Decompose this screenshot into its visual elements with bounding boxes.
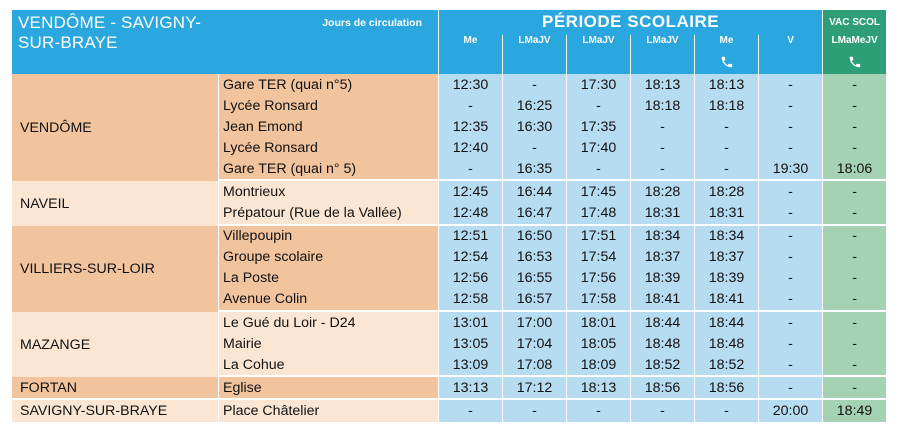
timetable [12,10,886,424]
departure-time: - [566,95,630,116]
stop-name: Gare TER (quai n° 5) [218,158,438,181]
departure-time: 18:56 [630,377,694,400]
departure-time: - [822,203,886,226]
departure-time: - [502,137,566,158]
departure-time: - [630,137,694,158]
departure-time: - [694,400,758,423]
departure-time: 18:06 [822,158,886,181]
departure-time: 18:39 [694,268,758,289]
departure-time: 12:40 [438,137,502,158]
vac-scol-header: VAC SCOL [822,10,886,35]
departure-time: 18:41 [694,289,758,312]
departure-time: 13:01 [438,312,502,333]
departure-time: 18:18 [630,95,694,116]
departure-time: - [758,247,822,268]
departure-time: 18:13 [566,377,630,400]
departure-time: - [758,116,822,137]
departure-time: - [630,158,694,181]
table-row [12,312,886,333]
departure-time: - [822,116,886,137]
departure-time: 13:13 [438,377,502,400]
departure-time: - [694,158,758,181]
town-name: FORTAN [12,377,218,400]
town-name: SAVIGNY-SUR-BRAYE [12,400,218,423]
departure-time: 17:40 [566,137,630,158]
departure-time: - [566,158,630,181]
departure-time: - [438,158,502,181]
timetable-table [12,10,886,424]
departure-time: - [822,226,886,247]
departure-time: - [694,137,758,158]
departure-time: 17:48 [566,203,630,226]
departure-time: 18:18 [694,95,758,116]
departure-time: 12:56 [438,268,502,289]
departure-time: 18:56 [694,377,758,400]
departure-time: 17:45 [566,181,630,202]
departure-time: 17:04 [502,333,566,354]
departure-time: 18:13 [630,74,694,95]
departure-time: - [630,400,694,423]
town-name: VENDÔME [12,74,218,181]
day-label: LMaMeJV [822,35,886,53]
departure-time: - [758,95,822,116]
day-label: LMaJV [566,35,630,53]
departure-time: - [822,137,886,158]
departure-time: - [758,289,822,312]
stop-name: Le Gué du Loir - D24 [218,312,438,333]
departure-time: 18:52 [630,354,694,377]
departure-time: 18:48 [630,333,694,354]
departure-time: 17:00 [502,312,566,333]
table-row [12,400,886,423]
departure-time: 16:47 [502,203,566,226]
departure-time: 18:52 [694,354,758,377]
day-label: V [758,35,822,53]
departure-time: - [758,137,822,158]
stop-name: La Poste [218,268,438,289]
phone-icon [720,56,734,73]
stop-name: Prépatour (Rue de la Vallée) [218,203,438,226]
stop-name: La Cohue [218,354,438,377]
table-row [12,377,886,400]
departure-time: - [758,181,822,202]
departure-time: 18:39 [630,268,694,289]
departure-time: 19:30 [758,158,822,181]
stop-name: Avenue Colin [218,289,438,312]
departure-time: 18:37 [694,247,758,268]
departure-time: 18:44 [630,312,694,333]
departure-time: - [758,354,822,377]
departure-time: - [502,74,566,95]
town-name: VILLIERS-SUR-LOIR [12,226,218,312]
departure-time: 18:31 [630,203,694,226]
departure-time: 13:05 [438,333,502,354]
jours-label: Jours de circulation [218,10,438,53]
departure-time: 17:30 [566,74,630,95]
town-name: MAZANGE [12,312,218,377]
departure-time: - [438,95,502,116]
departure-time: 13:09 [438,354,502,377]
stop-name: Lycée Ronsard [218,95,438,116]
departure-time: - [822,354,886,377]
departure-time: 17:35 [566,116,630,137]
departure-time: - [566,400,630,423]
departure-time: - [822,268,886,289]
departure-time: - [822,289,886,312]
stop-name: Eglise [218,377,438,400]
departure-time: 18:28 [694,181,758,202]
departure-time: 17:58 [566,289,630,312]
departure-time: - [758,268,822,289]
departure-time: 16:30 [502,116,566,137]
stop-name: Lycée Ronsard [218,137,438,158]
departure-time: 18:05 [566,333,630,354]
departure-time: 17:08 [502,354,566,377]
phone-row [12,53,886,74]
departure-time: - [630,116,694,137]
departure-time: - [822,333,886,354]
departure-time: - [822,247,886,268]
departure-time: 12:45 [438,181,502,202]
stop-name: Montrieux [218,181,438,202]
departure-time: 12:54 [438,247,502,268]
table-row [12,226,886,247]
departure-time: 18:48 [694,333,758,354]
departure-time: - [758,226,822,247]
departure-time: 16:50 [502,226,566,247]
stop-name: Jean Emond [218,116,438,137]
departure-time: 18:09 [566,354,630,377]
departure-time: - [502,400,566,423]
departure-time: - [758,377,822,400]
table-row [12,74,886,95]
departure-time: 20:00 [758,400,822,423]
departure-time: 18:37 [630,247,694,268]
departure-time: 18:41 [630,289,694,312]
day-label: Me [438,35,502,53]
departure-time: - [822,95,886,116]
day-label: Me [694,35,758,53]
departure-time: - [694,116,758,137]
stop-name: Mairie [218,333,438,354]
departure-time: - [758,333,822,354]
phone-icon [848,56,862,73]
departure-time: - [822,312,886,333]
departure-time: - [822,74,886,95]
departure-time: 18:49 [822,400,886,423]
departure-time: 12:48 [438,203,502,226]
day-label: LMaJV [502,35,566,53]
stop-name: Groupe scolaire [218,247,438,268]
timetable-body [12,74,886,424]
departure-time: 18:34 [630,226,694,247]
departure-time: 16:35 [502,158,566,181]
departure-time: 18:34 [694,226,758,247]
departure-time: - [758,312,822,333]
departure-time: 18:31 [694,203,758,226]
departure-time: 12:30 [438,74,502,95]
departure-time: 18:01 [566,312,630,333]
departure-time: 16:44 [502,181,566,202]
departure-time: 12:51 [438,226,502,247]
departure-time: - [822,181,886,202]
departure-time: 16:25 [502,95,566,116]
day-label: LMaJV [630,35,694,53]
periode-scolaire-header: PÉRIODE SCOLAIRE [438,10,822,35]
departure-time: 18:28 [630,181,694,202]
stop-name: Place Châtelier [218,400,438,423]
town-name: NAVEIL [12,181,218,225]
departure-time: 17:54 [566,247,630,268]
departure-time: 16:53 [502,247,566,268]
departure-time: 18:13 [694,74,758,95]
departure-time: - [758,74,822,95]
table-row [12,181,886,202]
departure-time: - [758,203,822,226]
departure-time: 17:12 [502,377,566,400]
departure-time: 17:51 [566,226,630,247]
route-title: VENDÔME - SAVIGNY-SUR-BRAYE [12,10,218,53]
departure-time: - [822,377,886,400]
departure-time: 12:58 [438,289,502,312]
departure-time: 16:55 [502,268,566,289]
departure-time: - [438,400,502,423]
departure-time: 16:57 [502,289,566,312]
departure-time: 12:35 [438,116,502,137]
departure-time: 18:44 [694,312,758,333]
stop-name: Gare TER (quai n°5) [218,74,438,95]
departure-time: 17:56 [566,268,630,289]
stop-name: Villepoupin [218,226,438,247]
